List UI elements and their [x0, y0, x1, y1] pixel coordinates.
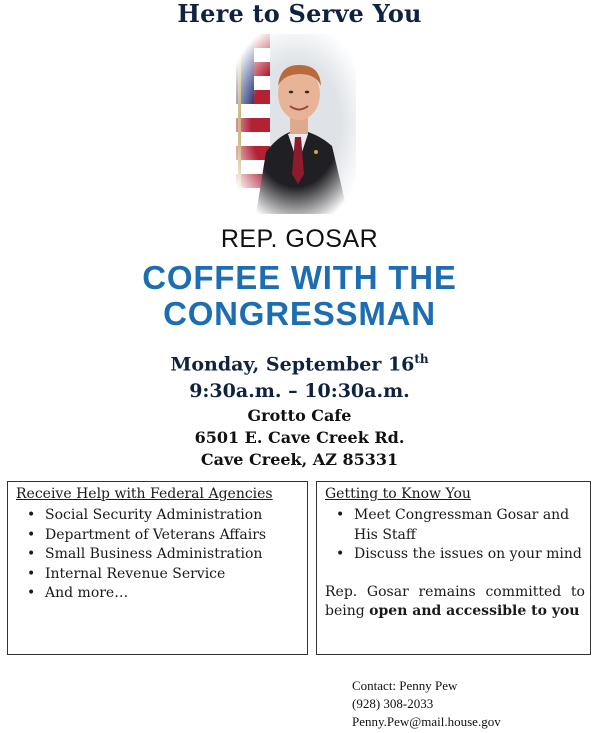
event-title: [0, 260, 599, 332]
list-item: • Department of Veterans Affairs: [18, 526, 308, 546]
contact-phone: (928) 308-2033: [352, 696, 434, 711]
commitment-text: Rep. Gosar remains committed to being: [325, 584, 585, 619]
federal-agencies-heading: Receive Help with Federal Agencies: [16, 486, 273, 502]
venue-name: Grotto Cafe: [247, 406, 352, 425]
federal-agencies-list: [18, 506, 308, 604]
flyer-headline: Here to Serve You: [177, 0, 422, 28]
contact-email: Penny.Pew@mail.house.gov: [352, 714, 501, 729]
event-date-suffix: th: [414, 352, 429, 366]
event-title-line-2: CONGRESSMAN: [163, 295, 436, 332]
contact-name: Contact: Penny Pew: [352, 678, 458, 693]
rep-name: REP. GOSAR: [220, 225, 379, 253]
commitment-statement: [325, 583, 585, 621]
event-date: [0, 352, 599, 375]
contact-info: [352, 677, 501, 731]
commitment-emphasis: open and accessible to you: [369, 603, 580, 619]
list-item: • Meet Congressman Gosar and His Staff: [327, 506, 582, 545]
venue-city: Cave Creek, AZ 85331: [200, 450, 399, 469]
federal-agencies-box: [7, 481, 308, 655]
getting-to-know-you-heading: Getting to Know You: [325, 486, 471, 502]
getting-to-know-you-list: [327, 506, 582, 565]
event-title-line-1: COFFEE WITH THE: [142, 259, 457, 296]
list-item: • Discuss the issues on your mind: [327, 545, 582, 565]
event-date-text: Monday, September 16: [170, 353, 415, 376]
list-item: • Small Business Administration: [18, 545, 308, 565]
event-time: 9:30a.m. – 10:30a.m.: [189, 380, 410, 402]
congressman-portrait: [236, 34, 356, 214]
list-item: • Internal Revenue Service: [18, 565, 308, 585]
venue-address: 6501 E. Cave Creek Rd.: [194, 428, 405, 447]
list-item: • And more…: [18, 584, 308, 604]
list-item: • Social Security Administration: [18, 506, 308, 526]
getting-to-know-you-box: [316, 481, 591, 655]
event-venue: [0, 405, 599, 471]
